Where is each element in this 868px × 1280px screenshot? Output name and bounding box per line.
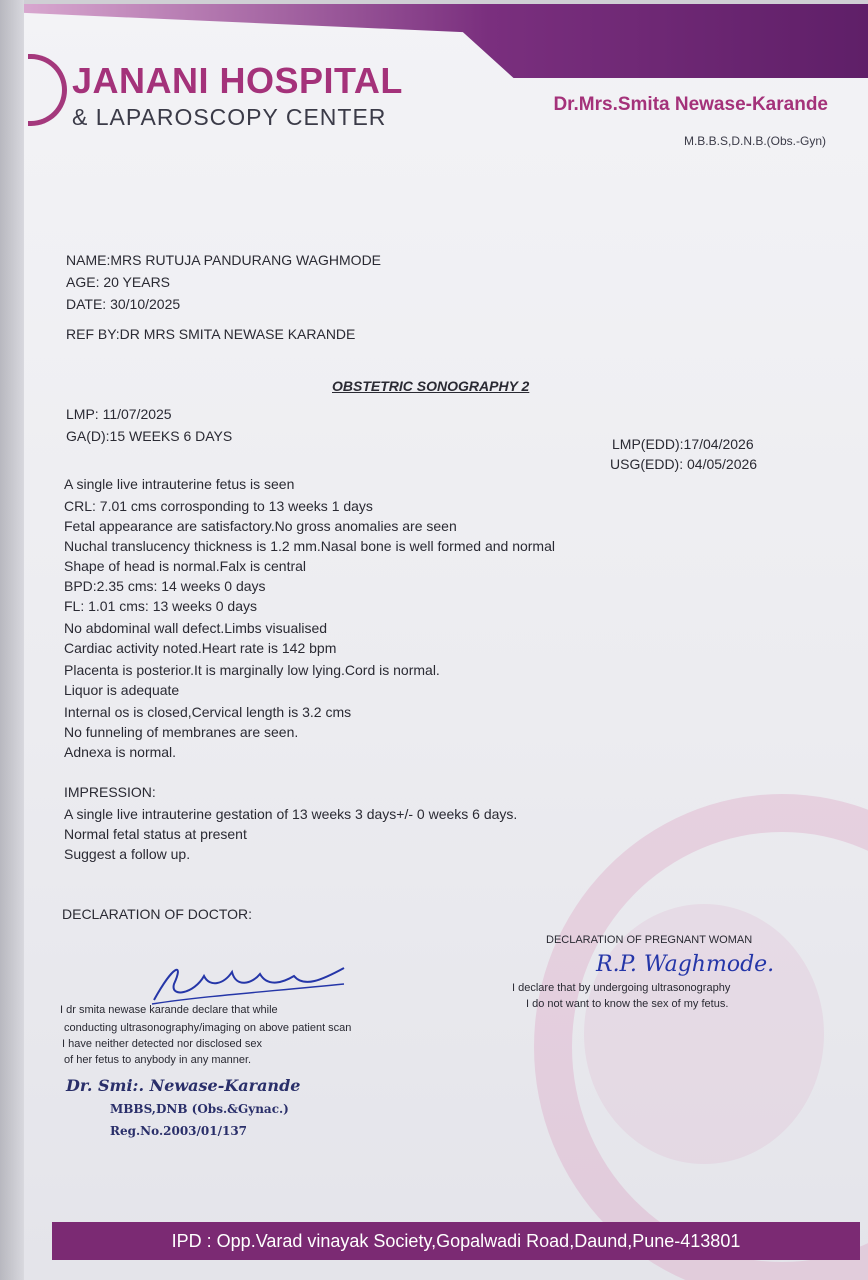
finding-line: Cardiac activity noted.Heart rate is 142 bpm <box>64 640 337 656</box>
woman-declaration-line: I do not want to know the sex of my fetus. <box>526 998 729 1010</box>
finding-line: Fetal appearance are satisfactory.No gross anomalies are seen <box>64 518 457 534</box>
finding-line: A single live intrauterine fetus is seen <box>64 476 295 492</box>
impression-line: Normal fetal status at present <box>64 826 247 842</box>
finding-line: No funneling of membranes are seen. <box>64 724 299 740</box>
finding-line: FL: 1.01 cms: 13 weeks 0 days <box>64 598 257 614</box>
doctor-declaration-line: of her fetus to anybody in any manner. <box>64 1054 252 1066</box>
stamp-qualification: MBBS,DNB (Obs.&Gynac.) <box>110 1102 289 1116</box>
impression-line: A single live intrauterine gestation of 13 weeks 3 days+/- 0 weeks 6 days. <box>64 806 518 822</box>
stamp-registration: Reg.No.2003/01/137 <box>110 1124 248 1138</box>
finding-line: Nuchal translucency thickness is 1.2 mm.Nasal bone is well formed and normal <box>64 538 555 554</box>
patient-age: AGE: 20 YEARS <box>66 274 171 290</box>
lmp: LMP: 11/07/2025 <box>66 406 172 422</box>
report-title: OBSTETRIC SONOGRAPHY 2 <box>332 378 530 394</box>
woman-declaration-line: I declare that by undergoing ultrasonography <box>512 982 731 994</box>
stamp-name: Dr. Smi:. Newase-Karande <box>66 1076 301 1095</box>
gestational-age: GA(D):15 WEEKS 6 DAYS <box>66 428 233 444</box>
doctor-declaration-line: conducting ultrasonography/imaging on above patient scan <box>64 1022 352 1034</box>
impression-heading: IMPRESSION: <box>64 784 156 800</box>
finding-line: Internal os is closed,Cervical length is 3.2 cms <box>64 704 352 720</box>
finding-line: Shape of head is normal.Falx is central <box>64 558 307 574</box>
report-date: DATE: 30/10/2025 <box>66 296 181 312</box>
doctor-declaration-line: I have neither detected nor disclosed sex <box>62 1038 262 1050</box>
finding-line: Adnexa is normal. <box>64 744 177 760</box>
lmp-edd: LMP(EDD):17/04/2026 <box>612 436 754 452</box>
footer-address: IPD : Opp.Varad vinayak Society,Gopalwadi Road,Daund,Pune-413801 <box>52 1222 860 1260</box>
hospital-subtitle: & LAPAROSCOPY CENTER <box>72 104 387 130</box>
finding-line: BPD:2.35 cms: 14 weeks 0 days <box>64 578 266 594</box>
woman-declaration-heading: DECLARATION OF PREGNANT WOMAN <box>546 934 753 946</box>
report-page <box>24 4 868 1280</box>
doctor-declaration-heading: DECLARATION OF DOCTOR: <box>62 906 253 922</box>
page-edge <box>0 0 24 1280</box>
impression-line: Suggest a follow up. <box>64 846 191 862</box>
woman-signature: R.P. Waghmode. <box>596 952 775 977</box>
doctor-declaration-line: I dr smita newase karande declare that while <box>60 1004 278 1016</box>
finding-line: Placenta is posterior.It is marginally low lying.Cord is normal. <box>64 662 440 678</box>
hospital-name: JANANI HOSPITAL <box>72 60 403 101</box>
finding-line: No abdominal wall defect.Limbs visualised <box>64 620 328 636</box>
referred-by: REF BY:DR MRS SMITA NEWASE KARANDE <box>66 326 356 342</box>
patient-name: NAME:MRS RUTUJA PANDURANG WAGHMODE <box>66 252 382 268</box>
doctor-name: Dr.Mrs.Smita Newase-Karande <box>553 94 828 115</box>
doctor-qualification: M.B.B.S,D.N.B.(Obs.-Gyn) <box>683 134 826 148</box>
hospital-logo-icon <box>28 54 67 126</box>
usg-edd: USG(EDD): 04/05/2026 <box>610 456 758 472</box>
finding-line: Liquor is adequate <box>64 682 180 698</box>
doctor-signature <box>144 954 354 1010</box>
finding-line: CRL: 7.01 cms corrosponding to 13 weeks 1 days <box>64 498 373 514</box>
